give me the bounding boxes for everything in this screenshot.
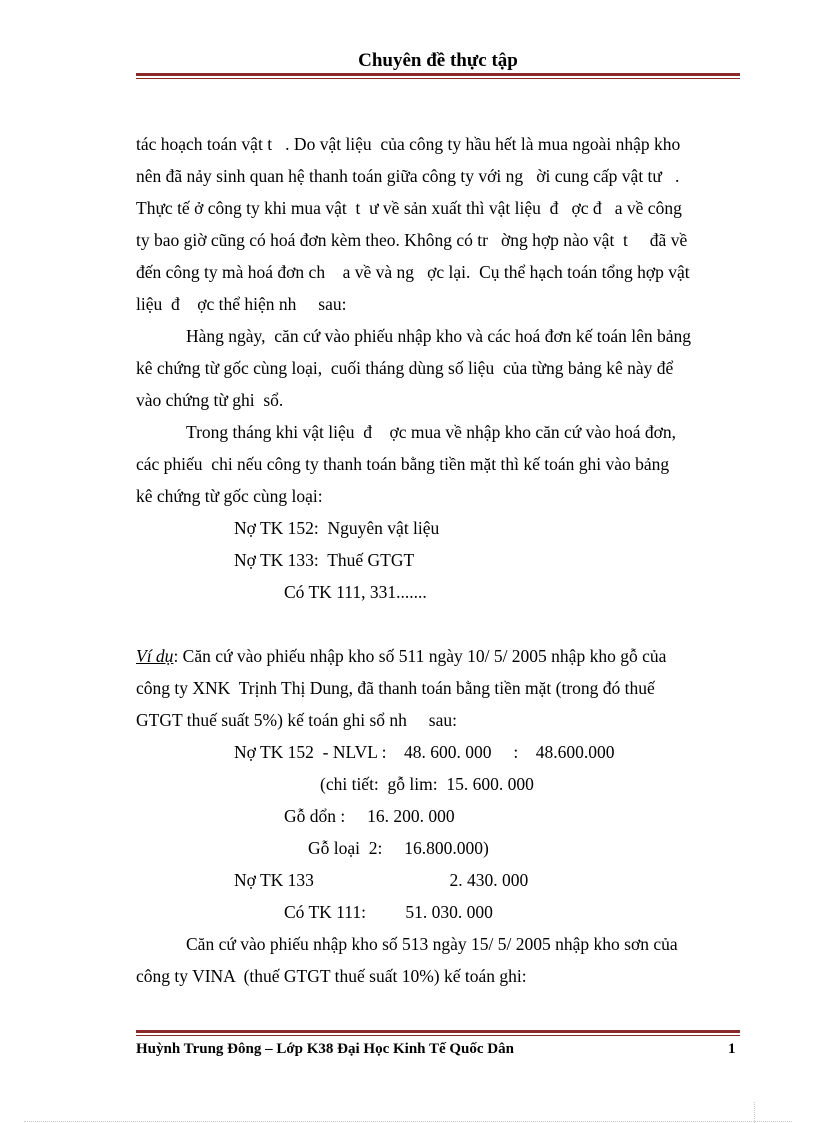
- paragraph-line: nên đã nảy sinh quan hệ thanh toán giữa công ty với ng ời cung cấp vật tư .: [136, 166, 680, 186]
- paragraph-line: tác hoạch toán vật t . Do vật liệu của công ty hầu hết là mua ngoài nhập kho: [136, 134, 681, 154]
- paragraph-line: vào chứng từ ghi sổ.: [136, 390, 284, 410]
- paragraph-line: liệu đ ợc thể hiện nh sau:: [136, 294, 347, 314]
- journal-entry-debit: Nợ TK 133 2. 430. 000: [234, 870, 529, 890]
- journal-entry-debit: Nợ TK 133: Thuế GTGT: [234, 550, 415, 570]
- journal-entry-credit: Có TK 111: 51. 030. 000: [284, 902, 493, 922]
- paragraph-line: kê chứng từ gốc cùng loại, cuối tháng dùng số liệu của từng bảng kê này để: [136, 358, 674, 378]
- paragraph-line: Thực tế ở công ty khi mua vật t ư về sản xuất thì vật liệu đ ợc đ a về công: [136, 198, 682, 218]
- journal-entry-debit: Nợ TK 152 - NLVL : 48. 600. 000 : 48.600.000: [234, 742, 615, 762]
- paragraph-first-line: Căn cứ vào phiếu nhập kho số 513 ngày 15/ 5/ 2005 nhập kho sơn của: [186, 934, 678, 954]
- paragraph-line: công ty VINA (thuế GTGT thuế suất 10%) kế toán ghi:: [136, 966, 527, 986]
- journal-entry-detail: Gỗ dổn : 16. 200. 000: [284, 806, 455, 826]
- header-rule: [136, 73, 740, 79]
- paragraph-first-line: Trong tháng khi vật liệu đ ợc mua về nhập kho căn cứ vào hoá đơn,: [186, 422, 677, 442]
- paragraph-line: đến công ty mà hoá đơn ch a về và ng ợc lại. Cụ thể hạch toán tổng hợp vật: [136, 262, 690, 282]
- example-first-line: [136, 646, 666, 666]
- paragraph-line: kê chứng từ gốc cùng loại:: [136, 486, 323, 506]
- example-text: : Căn cứ vào phiếu nhập kho số 511 ngày 10/ 5/ 2005 nhập kho gỗ của: [173, 646, 667, 666]
- journal-entry-credit: Có TK 111, 331.......: [284, 582, 427, 602]
- paragraph-first-line: Hàng ngày, căn cứ vào phiếu nhập kho và các hoá đơn kế toán lên bảng: [186, 326, 691, 346]
- page-edge-divider: [24, 1121, 792, 1122]
- footer-author: Huỳnh Trung Đông – Lớp K38 Đại Học Kinh Tế Quốc Dân: [136, 1041, 514, 1057]
- paragraph-line: các phiếu chi nếu công ty thanh toán bằng tiền mặt thì kế toán ghi vào bảng: [136, 454, 670, 474]
- page-number: 1: [728, 1041, 736, 1057]
- example-label: Ví dụ: [136, 646, 174, 666]
- journal-entry-detail: Gỗ loại 2: 16.800.000): [308, 838, 489, 858]
- paragraph-line: GTGT thuế suất 5%) kế toán ghi sổ nh sau:: [136, 710, 457, 730]
- journal-entry-detail: (chi tiết: gỗ lim: 15. 600. 000: [320, 774, 534, 794]
- journal-entry-debit: Nợ TK 152: Nguyên vật liệu: [234, 518, 440, 538]
- footer-rule: [136, 1030, 740, 1036]
- paragraph-line: ty bao giờ cũng có hoá đơn kèm theo. Không có tr ờng hợp nào vật t đã về: [136, 230, 688, 250]
- page-corner-mark: [754, 1102, 756, 1123]
- header-title: Chuyên đề thực tập: [358, 50, 518, 71]
- paragraph-line: công ty XNK Trịnh Thị Dung, đã thanh toán bằng tiền mặt (trong đó thuế: [136, 678, 655, 698]
